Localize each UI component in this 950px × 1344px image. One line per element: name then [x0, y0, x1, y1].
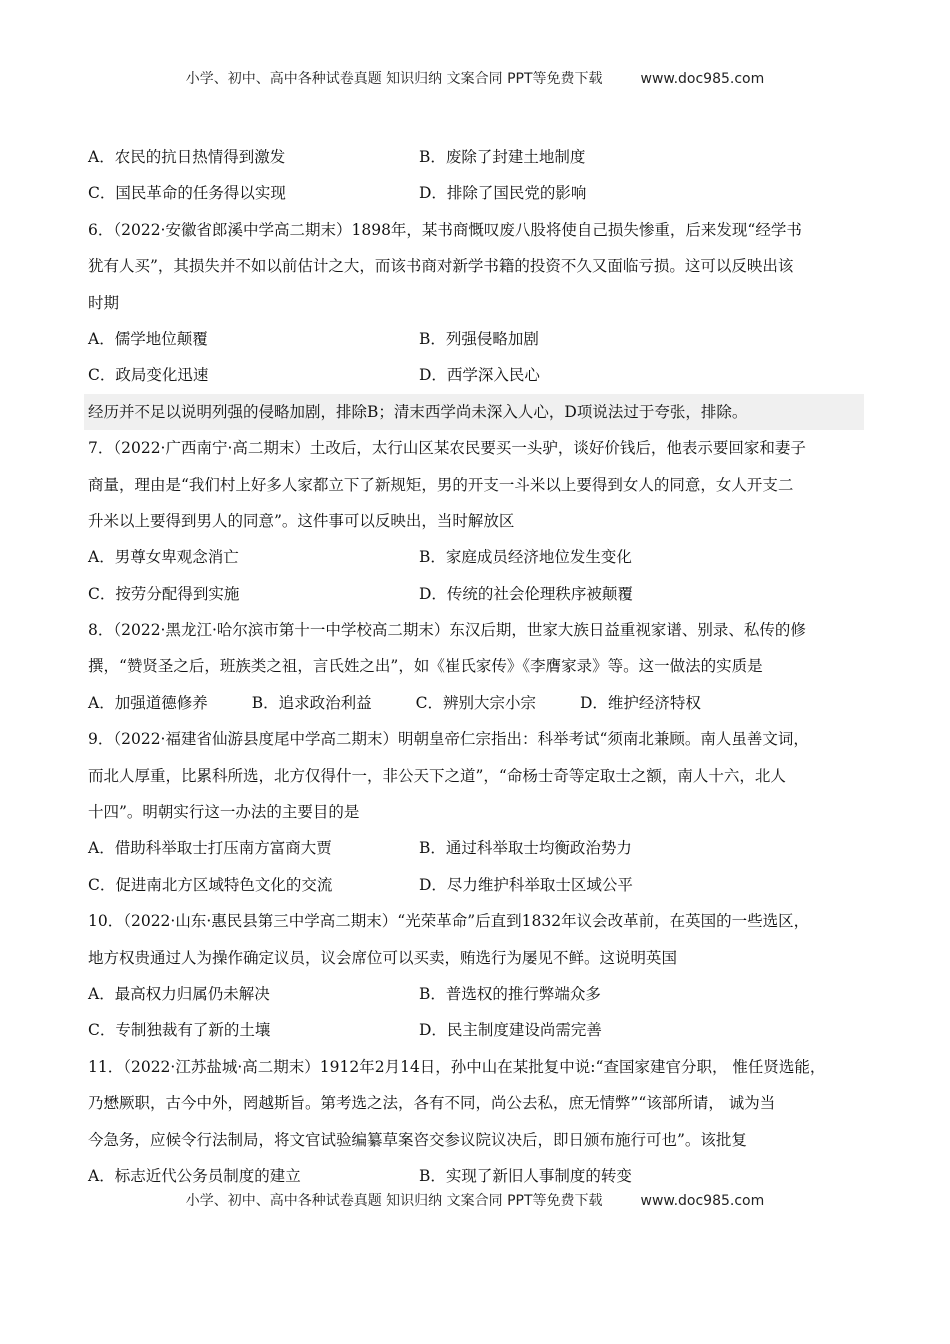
- q11-options-row-1: [88, 1158, 883, 1194]
- q6-analysis-highlight: 经历并不足以说明列强的侵略加剧，排除B；清末西学尚未深入人心，D项说法过于夸张，排除。: [84, 394, 864, 430]
- q8-option-a[interactable]: A．加强道德修养: [88, 693, 208, 712]
- q9-options-row-1: [88, 830, 883, 866]
- q5-options-row-1: [88, 139, 883, 175]
- q9-stem-line-1: 9．（2022·福建省仙游县度尾中学高二期末）明朝皇帝仁宗指出：科举考试“须南北兼顾。南人虽善文词，: [88, 730, 809, 749]
- q6-option-c[interactable]: C．政局变化迅速: [88, 366, 209, 385]
- q11-option-a[interactable]: A．标志近代公务员制度的建立: [88, 1166, 301, 1185]
- q5-option-a[interactable]: A．农民的抗日热情得到激发: [88, 148, 286, 166]
- q6-options-row-2: [88, 357, 883, 393]
- q11-stem-line-1: 11．（2022·江苏盐城·高二期末）1912年2月14日，孙中山在某批复中说:“查国家建官分职， 惟任贤选能，: [88, 1057, 826, 1076]
- q9-option-a[interactable]: A．借助科举取士打压南方富商大贾: [88, 839, 332, 858]
- q10-stem-line-1: 10．（2022·山东·惠民县第三中学高二期末）“光荣革命”后直到1832年议会改革前，在英国的一些选区，: [88, 912, 810, 931]
- q10-stem-line-2: 地方权贵通过人为操作确定议员，议会席位可以买卖，贿选行为屡见不鲜。这说明英国: [88, 948, 678, 967]
- q10-options-row-1: [88, 976, 883, 1012]
- page-header: [0, 68, 950, 88]
- q6-option-a[interactable]: A．儒学地位颠覆: [88, 329, 208, 348]
- question-content: [88, 139, 883, 1194]
- q11-option-b[interactable]: B．实现了新旧人事制度的转变: [419, 1166, 632, 1185]
- q9-stem-line-2: 而北人厚重，比累科所选，北方仅得什一，非公天下之道”，“命杨士奇等定取士之额，南人十六，北人: [88, 766, 786, 785]
- q8-option-c[interactable]: C．辨别大宗小宗: [415, 693, 536, 712]
- q7-stem-line-3: 升米以上要得到男人的同意”。这件事可以反映出，当时解放区: [88, 511, 515, 530]
- q6-stem-line-1: 6．（2022·安徽省郎溪中学高二期末）1898年，某书商慨叹废八股将使自己损失惨重，后来发现“经学书: [88, 220, 802, 239]
- q6-option-d[interactable]: D．西学深入民心: [419, 366, 540, 385]
- q7-options-row-2: [88, 576, 883, 612]
- q5-option-c[interactable]: C．国民革命的任务得以实现: [88, 184, 286, 203]
- q7-stem-line-2: 商量，理由是“我们村上好多人家都立下了新规矩，男的开支一斗米以上要得到女人的同意，女人开支二: [88, 475, 794, 494]
- q10-option-a[interactable]: A．最高权力归属仍未解决: [88, 984, 270, 1003]
- q7-option-c[interactable]: C．按劳分配得到实施: [88, 584, 240, 603]
- q6-stem-line-2: 犹有人买”，其损失并不如以前估计之大，而该书商对新学书籍的投资不久又面临亏损。这可以反映出该: [88, 257, 794, 276]
- q9-option-c[interactable]: C．促进南北方区域特色文化的交流: [88, 875, 333, 894]
- header-text: 小学、初中、高中各种试卷真题 知识归纳 文案合同 PPT等免费下载: [185, 71, 603, 87]
- header-url-link[interactable]: www.doc985.com: [640, 71, 765, 87]
- q10-options-row-2: [88, 1012, 883, 1048]
- q7-option-d[interactable]: D．传统的社会伦理秩序被颠覆: [419, 584, 633, 603]
- q9-option-b[interactable]: B．通过科举取士均衡政治势力: [419, 839, 632, 858]
- q11-stem-line-3: 今急务，应候令行法制局，将文官试验编纂草案咨交参议院议决后，即日颁布施行可也”。该批复: [88, 1130, 747, 1149]
- q8-option-b[interactable]: B．追求政治利益: [251, 693, 372, 712]
- q5-option-b[interactable]: B．废除了封建土地制度: [419, 148, 586, 166]
- page-footer: [0, 1190, 950, 1210]
- q7-stem-line-1: 7．（2022·广西南宁·高二期末）土改后，太行山区某农民要买一头驴，谈好价钱后，他表示要回家和妻子: [88, 439, 806, 458]
- q7-option-a[interactable]: A．男尊女卑观念消亡: [88, 548, 239, 567]
- q7-options-row-1: [88, 539, 883, 575]
- q6-option-b[interactable]: B．列强侵略加剧: [419, 329, 539, 348]
- q9-option-d[interactable]: D．尽力维护科举取士区域公平: [419, 875, 633, 894]
- q8-option-d[interactable]: D．维护经济特权: [579, 693, 701, 712]
- q5-option-d[interactable]: D．排除了国民党的影响: [419, 184, 587, 203]
- q10-option-d[interactable]: D．民主制度建设尚需完善: [419, 1021, 602, 1040]
- q10-option-b[interactable]: B．普选权的推行弊端众多: [419, 984, 601, 1003]
- footer-url-link[interactable]: www.doc985.com: [640, 1193, 765, 1209]
- q10-option-c[interactable]: C．专制独裁有了新的土壤: [88, 1021, 271, 1040]
- q8-stem-line-2: 撰，“赞贤圣之后，班族类之祖，言氏姓之出”，如《崔氏家传》《李膺家录》等。这一做法的实质是: [88, 657, 763, 676]
- q5-options-row-2: [88, 175, 883, 211]
- footer-text: 小学、初中、高中各种试卷真题 知识归纳 文案合同 PPT等免费下载: [185, 1193, 603, 1209]
- q9-stem-line-3: 十四”。明朝实行这一办法的主要目的是: [88, 803, 360, 822]
- q11-stem-line-2: 乃懋厥职，古今中外，罔越斯旨。第考选之法，各有不同，尚公去私，庶无情弊”“该部所请， 诚为当: [88, 1094, 776, 1113]
- q6-stem-line-3: 时期: [88, 293, 120, 312]
- q7-option-b[interactable]: B．家庭成员经济地位发生变化: [419, 548, 632, 567]
- q6-options-row-1: [88, 321, 883, 357]
- q8-stem-line-1: 8．（2022·黑龙江·哈尔滨市第十一中学校高二期末）东汉后期，世家大族日益重视家谱、别录、私传的修: [88, 621, 806, 640]
- q8-options-row: [88, 685, 883, 721]
- q9-options-row-2: [88, 867, 883, 903]
